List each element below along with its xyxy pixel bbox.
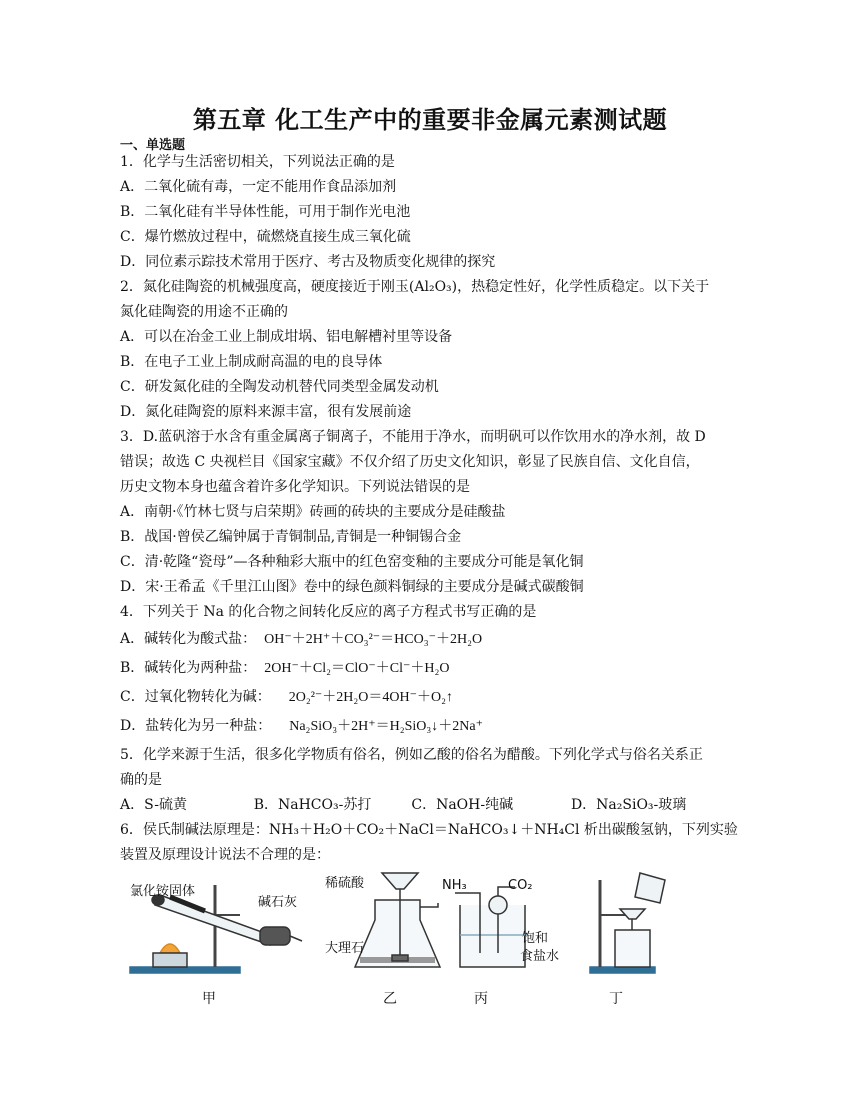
option-line: A．南朝·《竹林七贤与启荣期》砖画的砖块的主要成分是硅酸盐 xyxy=(120,504,506,520)
label-nh3: NH₃ xyxy=(442,878,467,893)
option-line: D．氮化硅陶瓷的原料来源丰富，很有发展前途 xyxy=(120,404,412,420)
label-saturated: 饱和 xyxy=(522,931,549,946)
label-soda-lime: 碱石灰 xyxy=(258,895,298,910)
option-line: A．二氧化硫有毒，一定不能用作食品添加剂 xyxy=(120,179,397,195)
question-line: 2．氮化硅陶瓷的机械强度高，硬度接近于刚玉(Al₂O₃)，热稳定性好，化学性质稳定。以下关于 xyxy=(120,279,710,295)
ionic-equation: Na₂SiO₃＋2H⁺＝H₂SiO₃↓＋2Na⁺ xyxy=(289,719,483,734)
option-line xyxy=(120,688,453,707)
apparatus-yi xyxy=(355,873,440,967)
label-brine: 食盐水 xyxy=(520,949,560,964)
option-line: A．S-硫黄 B．NaHCO₃-苏打 C．NaOH-纯碱 D．Na₂SiO₃-玻璃 xyxy=(120,797,687,813)
caption-ding: 丁 xyxy=(609,991,623,1007)
ionic-equation: 2OH⁻＋Cl₂＝ClO⁻＋Cl⁻＋H₂O xyxy=(264,661,450,676)
apparatus-bing xyxy=(455,887,525,967)
section-heading: 一、单选题 xyxy=(120,138,186,153)
option-label: A．碱转化为酸式盐： xyxy=(120,631,257,647)
option-line: B．在电子工业上制成耐高温的电的良导体 xyxy=(120,354,383,370)
option-line: B．二氧化硅有半导体性能，可用于制作光电池 xyxy=(120,204,411,220)
question-line: 6．侯氏制碱法原理是：NH₃＋H₂O＋CO₂＋NaCl＝NaHCO₃↓＋NH₄Cl 析出碳酸氢钠，下列实验 xyxy=(120,822,738,838)
option-line: C．研发氮化硅的全陶发动机替代同类型金属发动机 xyxy=(120,379,439,395)
question-line: 历史文物本身也蕴含着许多化学知识。下列说法错误的是 xyxy=(120,479,470,495)
question-line: 4．下列关于 Na 的化合物之间转化反应的离子方程式书写正确的是 xyxy=(120,604,537,620)
question-line: 确的是 xyxy=(120,772,162,788)
question-line: 3．D.蓝矾溶于水含有重金属离子铜离子，不能用于净水，而明矾可以作饮用水的净水剂，故 D xyxy=(120,429,706,445)
caption-jia: 甲 xyxy=(202,991,216,1007)
option-line xyxy=(120,717,483,736)
caption-yi: 乙 xyxy=(383,991,397,1007)
question-line: 错误；故选 C 央视栏目《国家宝藏》不仅介绍了历史文化知识，彰显了民族自信、文化自信， xyxy=(120,454,700,470)
question-line: 氮化硅陶瓷的用途不正确的 xyxy=(120,304,288,320)
ionic-equation: OH⁻＋2H⁺＋CO₃²⁻＝HCO₃⁻＋2H₂O xyxy=(264,632,483,647)
option-line: D．宋·王希孟《千里江山图》卷中的绿色颜料铜绿的主要成分是碱式碳酸铜 xyxy=(120,579,584,595)
option-line: D．同位素示踪技术常用于医疗、考古及物质变化规律的探究 xyxy=(120,254,496,270)
option-line: A．可以在冶金工业上制成坩埚、铝电解槽衬里等设备 xyxy=(120,329,453,345)
label-marble: 大理石 xyxy=(325,941,365,956)
option-line: C．清·乾隆“瓷母”—各种釉彩大瓶中的红色窑变釉的主要成分可能是氧化铜 xyxy=(120,554,584,570)
option-line: B．战国·曾侯乙编钟属于青铜制品,青铜是一种铜锡合金 xyxy=(120,529,462,545)
option-label: C．过氧化物转化为碱： xyxy=(120,689,271,705)
option-label: B．碱转化为两种盐： xyxy=(120,660,257,676)
apparatus-ding xyxy=(590,873,665,973)
question-line: 5．化学来源于生活，很多化学物质有俗名，例如乙酸的俗名为醋酸。下列化学式与俗名关系正 xyxy=(120,747,703,763)
question-line: 1．化学与生活密切相关，下列说法正确的是 xyxy=(120,154,395,170)
option-line xyxy=(120,630,482,649)
caption-bing: 丙 xyxy=(474,991,488,1007)
option-label: D．盐转化为另一种盐： xyxy=(120,718,272,734)
ionic-equation: 2O₂²⁻＋2H₂O＝4OH⁻＋O₂↑ xyxy=(288,690,453,705)
label-co2: CO₂ xyxy=(508,878,533,893)
page-title: 第五章 化工生产中的重要非金属元素测试题 xyxy=(192,106,668,134)
label-ammonium-chloride: 氯化铵固体 xyxy=(130,884,196,899)
question-line: 装置及原理设计说法不合理的是： xyxy=(120,847,330,863)
option-line: C．爆竹燃放过程中，硫燃烧直接生成三氧化硫 xyxy=(120,229,411,245)
label-dilute-sulfuric-acid: 稀硫酸 xyxy=(325,876,365,891)
option-line xyxy=(120,659,449,678)
